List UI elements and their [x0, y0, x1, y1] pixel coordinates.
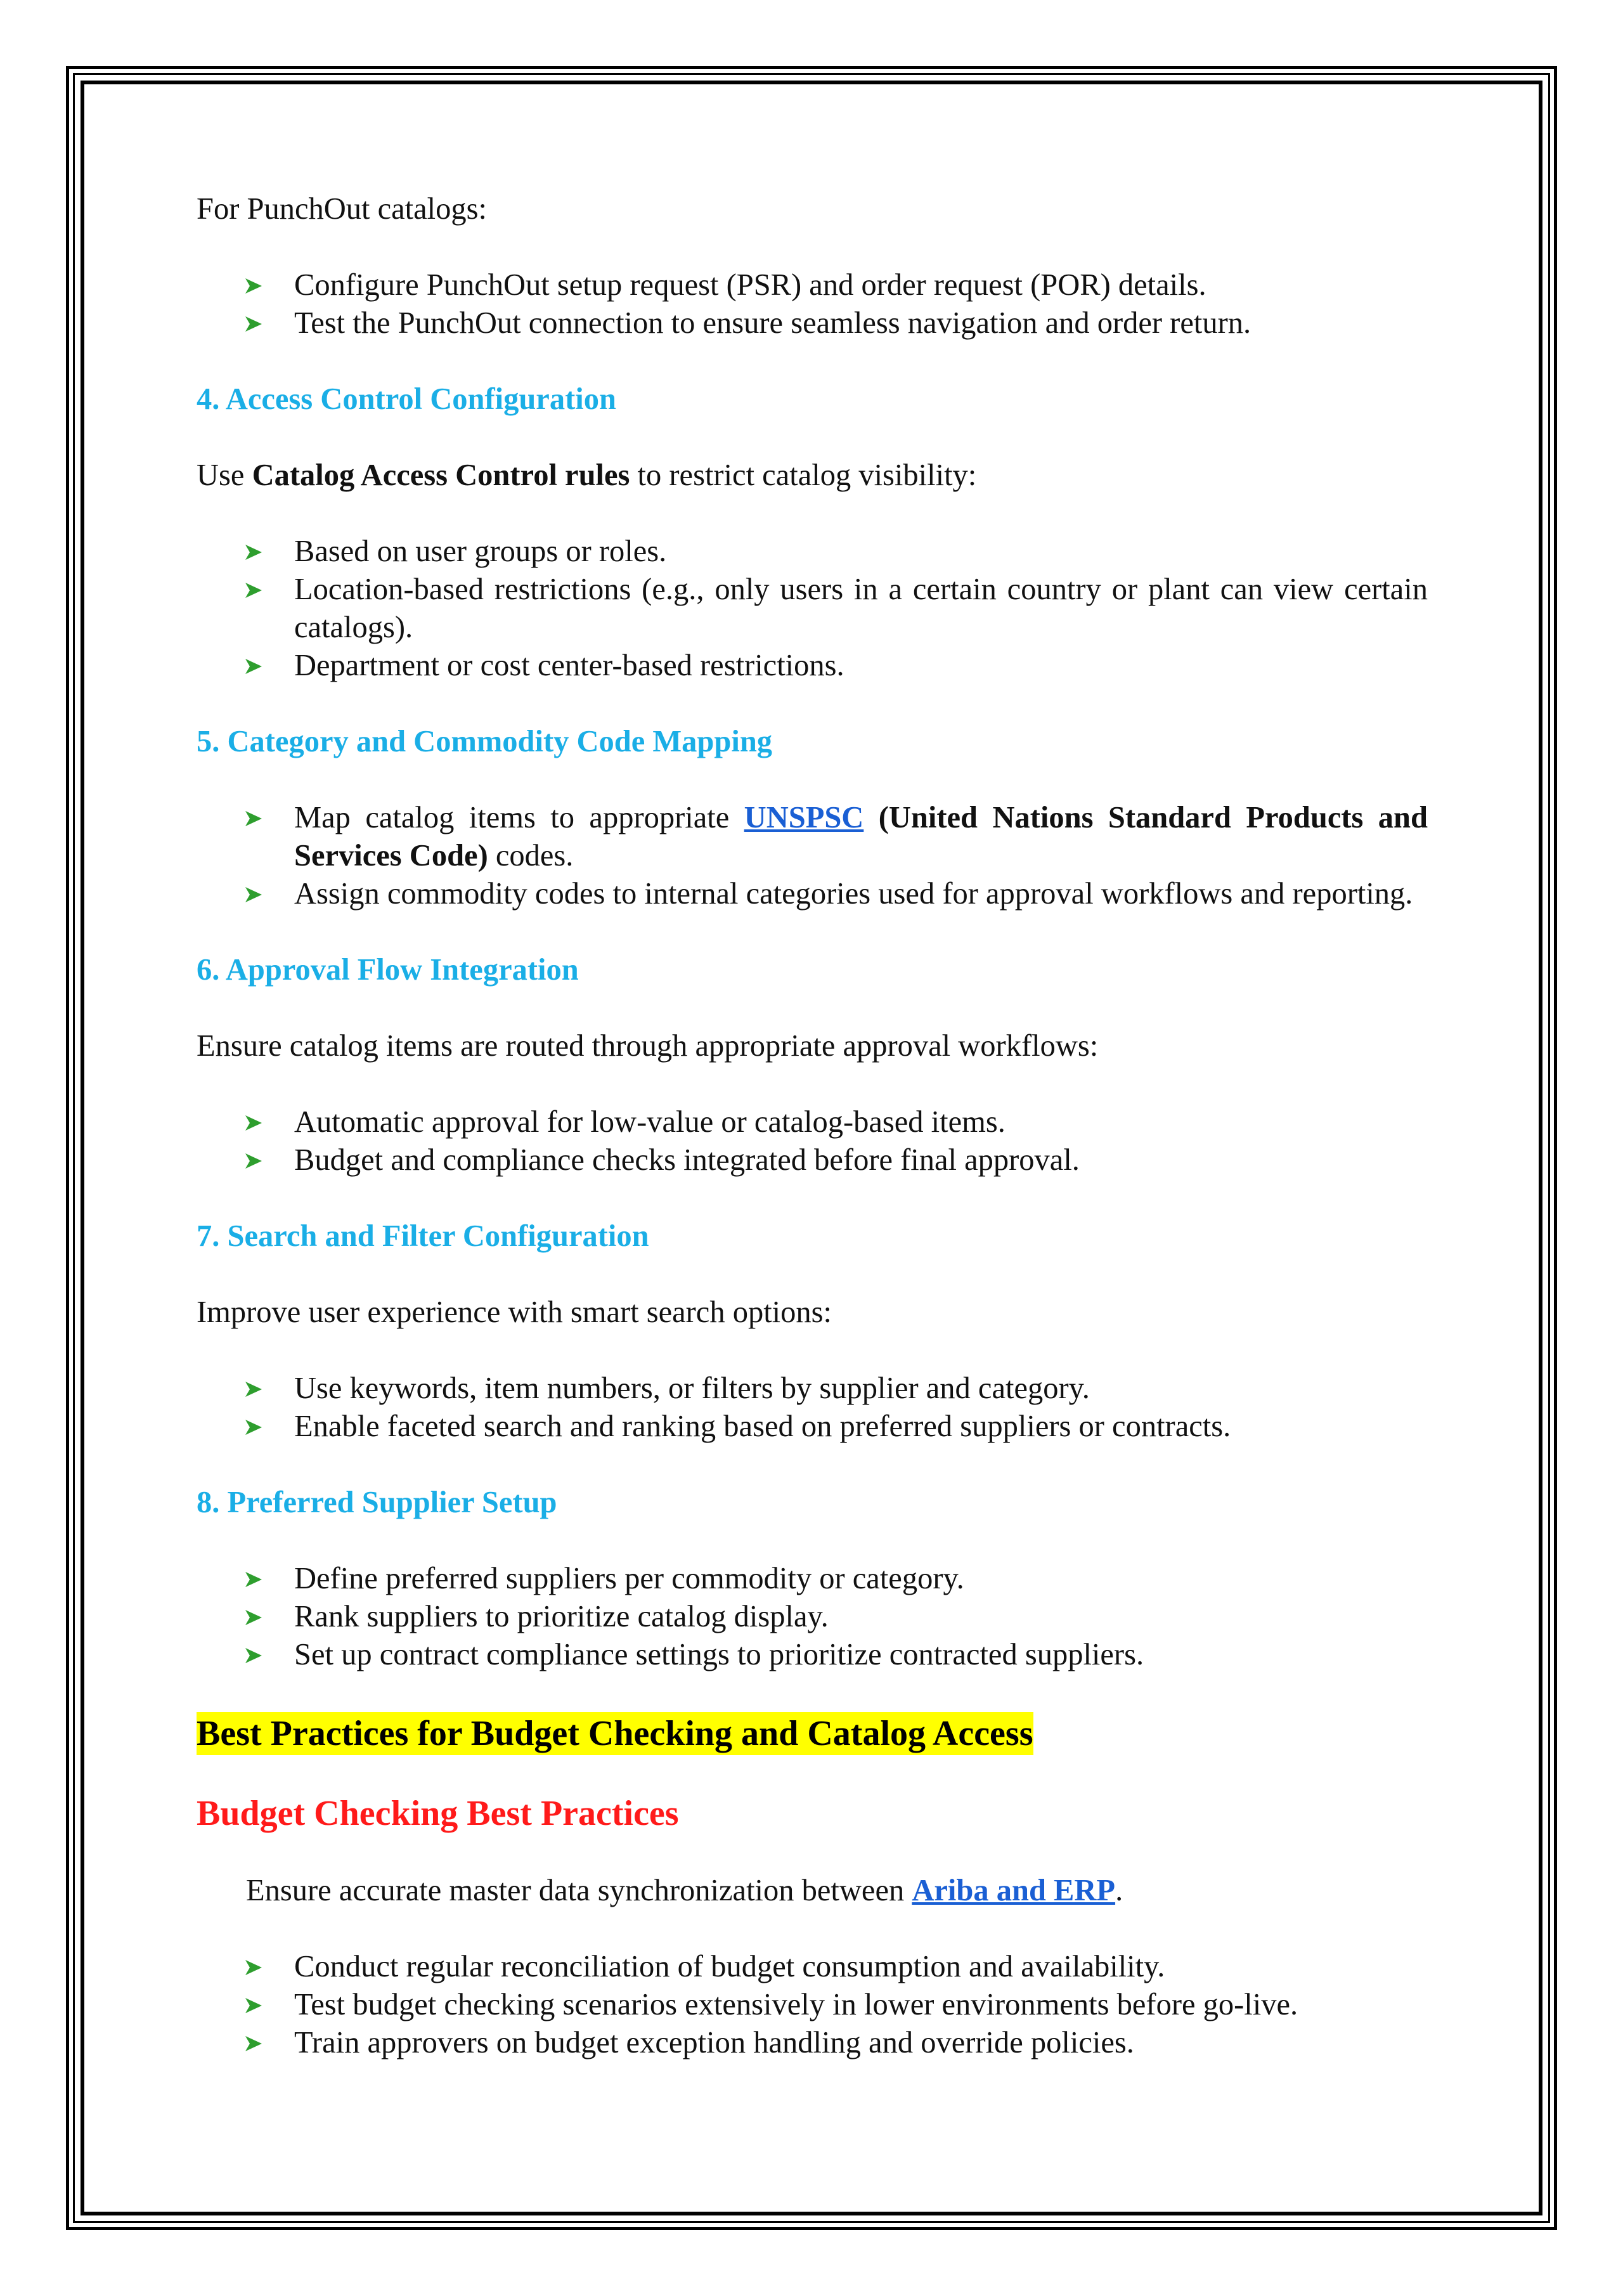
section-heading-category-mapping: 5. Category and Commodity Code Mapping	[197, 725, 773, 758]
list-item: Based on user groups or roles.	[294, 533, 1428, 571]
list-item: Department or cost center-based restrictions.	[294, 647, 1428, 685]
green-arrow-bullet-icon	[244, 886, 263, 904]
green-arrow-bullet-icon	[244, 810, 263, 827]
section-heading-access-control: 4. Access Control Configuration	[197, 382, 616, 416]
list-item: Automatic approval for low-value or catalog-based items.	[294, 1103, 1428, 1141]
list-item: Rank suppliers to prioritize catalog display.	[294, 1598, 1428, 1636]
list-item: Train approvers on budget exception handling and override policies.	[294, 2024, 1428, 2062]
list-item: Configure PunchOut setup request (PSR) and order request (POR) details.	[294, 266, 1428, 304]
access-control-intro: Use Catalog Access Control rules to restrict catalog visibility:	[197, 458, 977, 492]
preferred-supplier-list	[197, 1560, 1428, 1674]
green-arrow-bullet-icon	[244, 1997, 263, 2014]
search-filter-intro: Improve user experience with smart search options:	[197, 1295, 832, 1329]
list-item: Test budget checking scenarios extensively in lower environments before go-live.	[294, 1986, 1428, 2024]
best-practices-heading-wrap	[197, 1712, 1428, 1792]
section-heading-approval-flow: 6. Approval Flow Integration	[197, 953, 579, 987]
budget-checking-heading: Budget Checking Best Practices	[197, 1794, 679, 1833]
green-arrow-bullet-icon	[244, 543, 263, 561]
category-mapping-list	[197, 799, 1428, 913]
best-practices-intro: Ensure accurate master data synchronization between Ariba and ERP.	[246, 1874, 1123, 1907]
section-heading-search-filter: 7. Search and Filter Configuration	[197, 1219, 649, 1253]
access-control-list	[197, 533, 1428, 685]
punchout-list	[197, 266, 1428, 342]
green-arrow-bullet-icon	[244, 1571, 263, 1588]
document-body	[197, 190, 1428, 2100]
green-arrow-bullet-icon	[244, 1114, 263, 1132]
list-item: Test the PunchOut connection to ensure seamless navigation and order return.	[294, 304, 1428, 342]
budget-checking-list	[197, 1948, 1428, 2062]
search-filter-list	[197, 1370, 1428, 1446]
list-item: Set up contract compliance settings to prioritize contracted suppliers.	[294, 1636, 1428, 1674]
green-arrow-bullet-icon	[244, 2035, 263, 2053]
green-arrow-bullet-icon	[244, 1647, 263, 1664]
ariba-erp-link[interactable]: Ariba and ERP	[912, 1874, 1116, 1907]
list-item: Enable faceted search and ranking based on preferred suppliers or contracts.	[294, 1408, 1428, 1446]
green-arrow-bullet-icon	[244, 315, 263, 333]
list-item: Conduct regular reconciliation of budget consumption and availability.	[294, 1948, 1428, 1986]
approval-flow-intro: Ensure catalog items are routed through appropriate approval workflows:	[197, 1029, 1099, 1063]
green-arrow-bullet-icon	[244, 1418, 263, 1436]
green-arrow-bullet-icon	[244, 581, 263, 599]
list-item: Define preferred suppliers per commodity or category.	[294, 1560, 1428, 1598]
list-item: Map catalog items to appropriate UNSPSC (United Nations Standard Products and Services Code) codes.	[294, 799, 1428, 875]
green-arrow-bullet-icon	[244, 277, 263, 295]
section-heading-preferred-supplier: 8. Preferred Supplier Setup	[197, 1486, 557, 1519]
green-arrow-bullet-icon	[244, 1609, 263, 1626]
unspsc-link[interactable]: UNSPSC	[744, 801, 864, 834]
list-item: Location-based restrictions (e.g., only users in a certain country or plant can view certain catalogs).	[294, 571, 1428, 647]
list-item: Budget and compliance checks integrated before final approval.	[294, 1141, 1428, 1179]
list-item: Use keywords, item numbers, or filters by supplier and category.	[294, 1370, 1428, 1408]
approval-flow-list	[197, 1103, 1428, 1179]
best-practices-heading: Best Practices for Budget Checking and Catalog Access	[197, 1712, 1033, 1755]
list-item: Assign commodity codes to internal categories used for approval workflows and reporting.	[294, 875, 1428, 913]
green-arrow-bullet-icon	[244, 1959, 263, 1976]
punchout-intro: For PunchOut catalogs:	[197, 192, 488, 226]
green-arrow-bullet-icon	[244, 658, 263, 675]
green-arrow-bullet-icon	[244, 1380, 263, 1398]
green-arrow-bullet-icon	[244, 1152, 263, 1170]
